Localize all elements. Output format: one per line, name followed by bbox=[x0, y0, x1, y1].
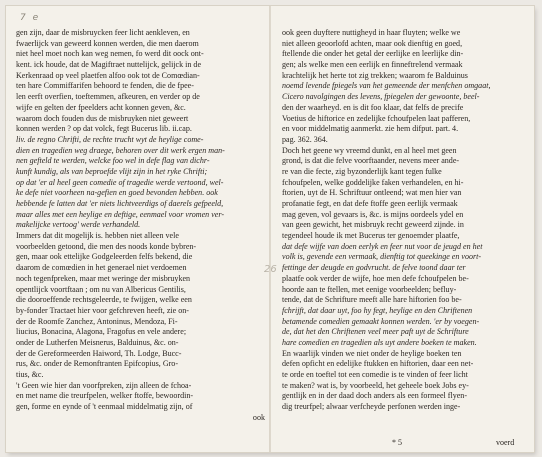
text-line: Voetius de hiftorice en zedelijke fchoufpelen laat pafferen, bbox=[282, 113, 471, 123]
text-line: betamende comedien gemaakt konnen werden. 'er by voegen- bbox=[282, 316, 480, 326]
left-page bbox=[16, 28, 265, 423]
text-line: ook geen duyftere nuttigheyd in haar fluyten; welke we bbox=[282, 28, 461, 37]
text-line: gen, maar ook ettelijke Godgeleerden felfs bekend, die bbox=[16, 252, 193, 262]
text-line: dat defe wijfe van doen eerlyk en feer nut voor de jeugd en het bbox=[282, 241, 483, 251]
text-line: krachtelijk het herte tot zig trekken; waarom fe Balduinus bbox=[282, 70, 468, 80]
text-line: gentlijk en in der daad doch anders als een formeel flyen- bbox=[282, 391, 468, 401]
text-line: liucius, Bonacina, Alagona, Fragofus en vele andere; bbox=[16, 327, 187, 337]
text-line: gen, forme en eynde of 't eenmaal middelmatig zijn, of bbox=[16, 402, 193, 412]
text-line: op dat 'er al heel geen comedie of tragedie werde vertoond, wel- bbox=[16, 177, 224, 187]
text-line: volk is, gevende een vermaak, dienftig tot queekinge en voort- bbox=[282, 252, 482, 262]
text-line: Doch het geene wy vreemd dunkt, en al heel met geen bbox=[282, 145, 457, 155]
text-line: 't Geen wie hier dan voorfpreken, zijn alleen de fchoa- bbox=[16, 380, 192, 390]
text-line: noch tegenfpreken, maar met weringe der misbruyken bbox=[16, 273, 191, 283]
text-line: fettinge der deugde en godvrucht. de felve toond daar ter bbox=[282, 263, 466, 273]
text-line: van geen gewicht, het misbruyk recht geweerd zijnde. in bbox=[282, 220, 464, 230]
text-line: fchrijft, dat daar uyt, foo hy fegt, heylige en den Chriftenen bbox=[282, 305, 473, 315]
text-line: ftorien, uyt de H. Schriftuur ontleend; wat men hier van bbox=[282, 188, 462, 198]
text-line: konnen werden ? op dat volck, fegt Bucerus lib. ii.cap. bbox=[16, 124, 192, 134]
text-line: hare comedien en tragedien als uyt andere boeken te maken. bbox=[282, 337, 477, 347]
text-line: hoorde aan te ftellen, met eenige voorbeelden; befluy- bbox=[282, 284, 457, 294]
text-line: re van die fecte, zig byzonderlijk kant tegen fulke bbox=[282, 166, 442, 176]
text-line: noemd levende fpiegels van het gemeende der menfchen omgaat, bbox=[282, 81, 491, 91]
text-line: makelijcke vertoog' werde verhandeld. bbox=[16, 220, 141, 230]
text-line: voorbeelden getoond, die men des noods konde bybren- bbox=[16, 241, 197, 251]
book-gutter bbox=[269, 6, 271, 452]
text-line: de, dat het den Chriftenen veel meer paft uyt de Schrifture bbox=[282, 327, 469, 337]
text-line: defen opficht en edelijke ftukken en hiftorien, daar een net- bbox=[282, 359, 474, 369]
text-line: wijfe en gelten der fpeelders acht konnen geven, &c. bbox=[16, 102, 186, 112]
text-line: opentlijck voortftaan ; om nu van Albericus Gentilis, bbox=[16, 284, 186, 294]
text-line: niet alleen geoorlofd achten, maar ook dienftig en goed, bbox=[282, 38, 463, 48]
text-line: onder de Lutherfen Meisnerus, Balduinus, &c. on- bbox=[16, 337, 179, 347]
pencil-page-number: 26 bbox=[264, 264, 277, 275]
text-line: fchoufpelen, welke goddelijke faken verhandelen, en hi- bbox=[282, 177, 464, 187]
catchword: voerd bbox=[496, 438, 515, 447]
text-line: rus, &c. onder de Remonftranten Epifcopius, Gro- bbox=[16, 359, 179, 369]
text-line: den der waarheyd. en is dit foo klaar, dat felfs de precife bbox=[282, 102, 464, 112]
text-line: tende, dat de Schrifture meeft alle hare hiftorien foo be- bbox=[282, 295, 462, 305]
text-line: tius, &c. bbox=[16, 370, 44, 379]
text-line: gen zijn, daar de misbruycken feer licht aenkleven, en bbox=[16, 28, 190, 37]
text-line: niet heel moet noch kan weg nemen, fo werd dit oock ont- bbox=[16, 49, 204, 59]
text-line: en met name die treurfpelen, welker ftoffe, bewoordin- bbox=[16, 391, 194, 401]
text-line: ten hare Commiffarifen behoord te fenden, die de fpee- bbox=[16, 81, 194, 91]
text-line: te orde en toeftel tot een comedie is te vinden of feer licht bbox=[282, 370, 468, 379]
right-page bbox=[282, 28, 528, 413]
text-line: maar alles met een heylige en deftige, eenmael voor vromen ver- bbox=[16, 209, 225, 219]
text-line: Kerkenraad op veel plaetfen alfoo ook tot de Comœdian- bbox=[16, 70, 200, 80]
text-line: len eerft overfien, toeftemmen, afkeuren, en verder op de bbox=[16, 92, 200, 102]
text-line: tegendeel houde ik met Bucerus ter genoemder plaatfe, bbox=[282, 231, 460, 241]
text-line: waarom doch fouden dus de misbruyken niet geweert bbox=[16, 113, 189, 123]
text-line: fwaerlijck van geweerd konnen werden, die men daerom bbox=[16, 38, 199, 48]
text-line: liv. de regno Chrifti, de rechte trucht wyt de heylige come- bbox=[16, 134, 204, 144]
text-line: nen gefteld te werden, welcke foo wel in defe flag van dichr- bbox=[16, 156, 210, 166]
text-line: der de Gereformeerden Haiword, Th. Lodge, Bucc- bbox=[16, 348, 182, 358]
text-line: mag geven, vol gevaars is, &c. is mijns oordeels ydel en bbox=[282, 209, 464, 219]
text-line: pag. 362. 364. bbox=[282, 134, 328, 144]
text-line: grond, is dat die felve voorftaander, nevens meer ande- bbox=[282, 156, 460, 166]
text-line: dien en tragedien weg draege, behoren over dit werk ergen man- bbox=[16, 145, 225, 155]
text-line: ftellende die onder het getal der eerlijke en leerlijke din- bbox=[282, 49, 464, 59]
text-line: plaatfe ook verder de wijfe, hoe men defe fchoufpelen be- bbox=[282, 273, 469, 283]
text-line: der de Roomfe Zanchez, Antoninus, Mendoza, Fi- bbox=[16, 316, 178, 326]
text-line: Immers dat dit mogelijk is. hebben niet alleen vele bbox=[16, 231, 179, 241]
text-line: Cicero navolgingen des levens, fpiegelen der gewoonte, beel- bbox=[282, 92, 480, 102]
text-line: En waarlijk vinden we niet onder de heylige boeken ten bbox=[282, 348, 462, 358]
book-spread bbox=[6, 6, 534, 452]
text-line: by-fonder Tractaet hier voor gefchreven heeft, zie on- bbox=[16, 305, 189, 315]
text-line: en voor middelmatig aanmerkt. zie hem difput. part. 4. bbox=[282, 124, 459, 134]
text-line: daarom de comœdien in het generael niet verdoemen bbox=[16, 263, 187, 273]
signature-mark: * 5 bbox=[392, 438, 402, 447]
text-line: te maken? wat is, by voorbeeld, het geheele boek Jobs ey- bbox=[282, 380, 469, 390]
handwritten-annotation: 7 e bbox=[20, 13, 41, 23]
text-line: profanatie fegt, en dat defe ftoffe geen eerlijk vermaak bbox=[282, 199, 458, 208]
text-line: dig treurfpel; alwaar verfcheyde perfonen werden inge- bbox=[282, 402, 461, 412]
text-line: hebbende fe latten dat 'er niets lichtveerdigs of daerels gefpeeld, bbox=[16, 199, 224, 208]
text-line: gen; als welke men een eerlijk en finneftrelend vermaak bbox=[282, 60, 463, 70]
text-line: kent. ick houde, dat de Magiftraet nuttelijck, gelijck in de bbox=[16, 60, 202, 70]
text-line: die dooroeffende rechtsgeleerde, te fwijgen, welke een bbox=[16, 295, 192, 305]
text-line: ke defe niet voorheen na-gefien en goed bevonden hebben. ook bbox=[16, 188, 218, 198]
text-line: kunft kundig, als van beproefde vlijt zijn in het ryke Chrifti; bbox=[16, 166, 208, 176]
text-line: ook bbox=[252, 412, 265, 422]
